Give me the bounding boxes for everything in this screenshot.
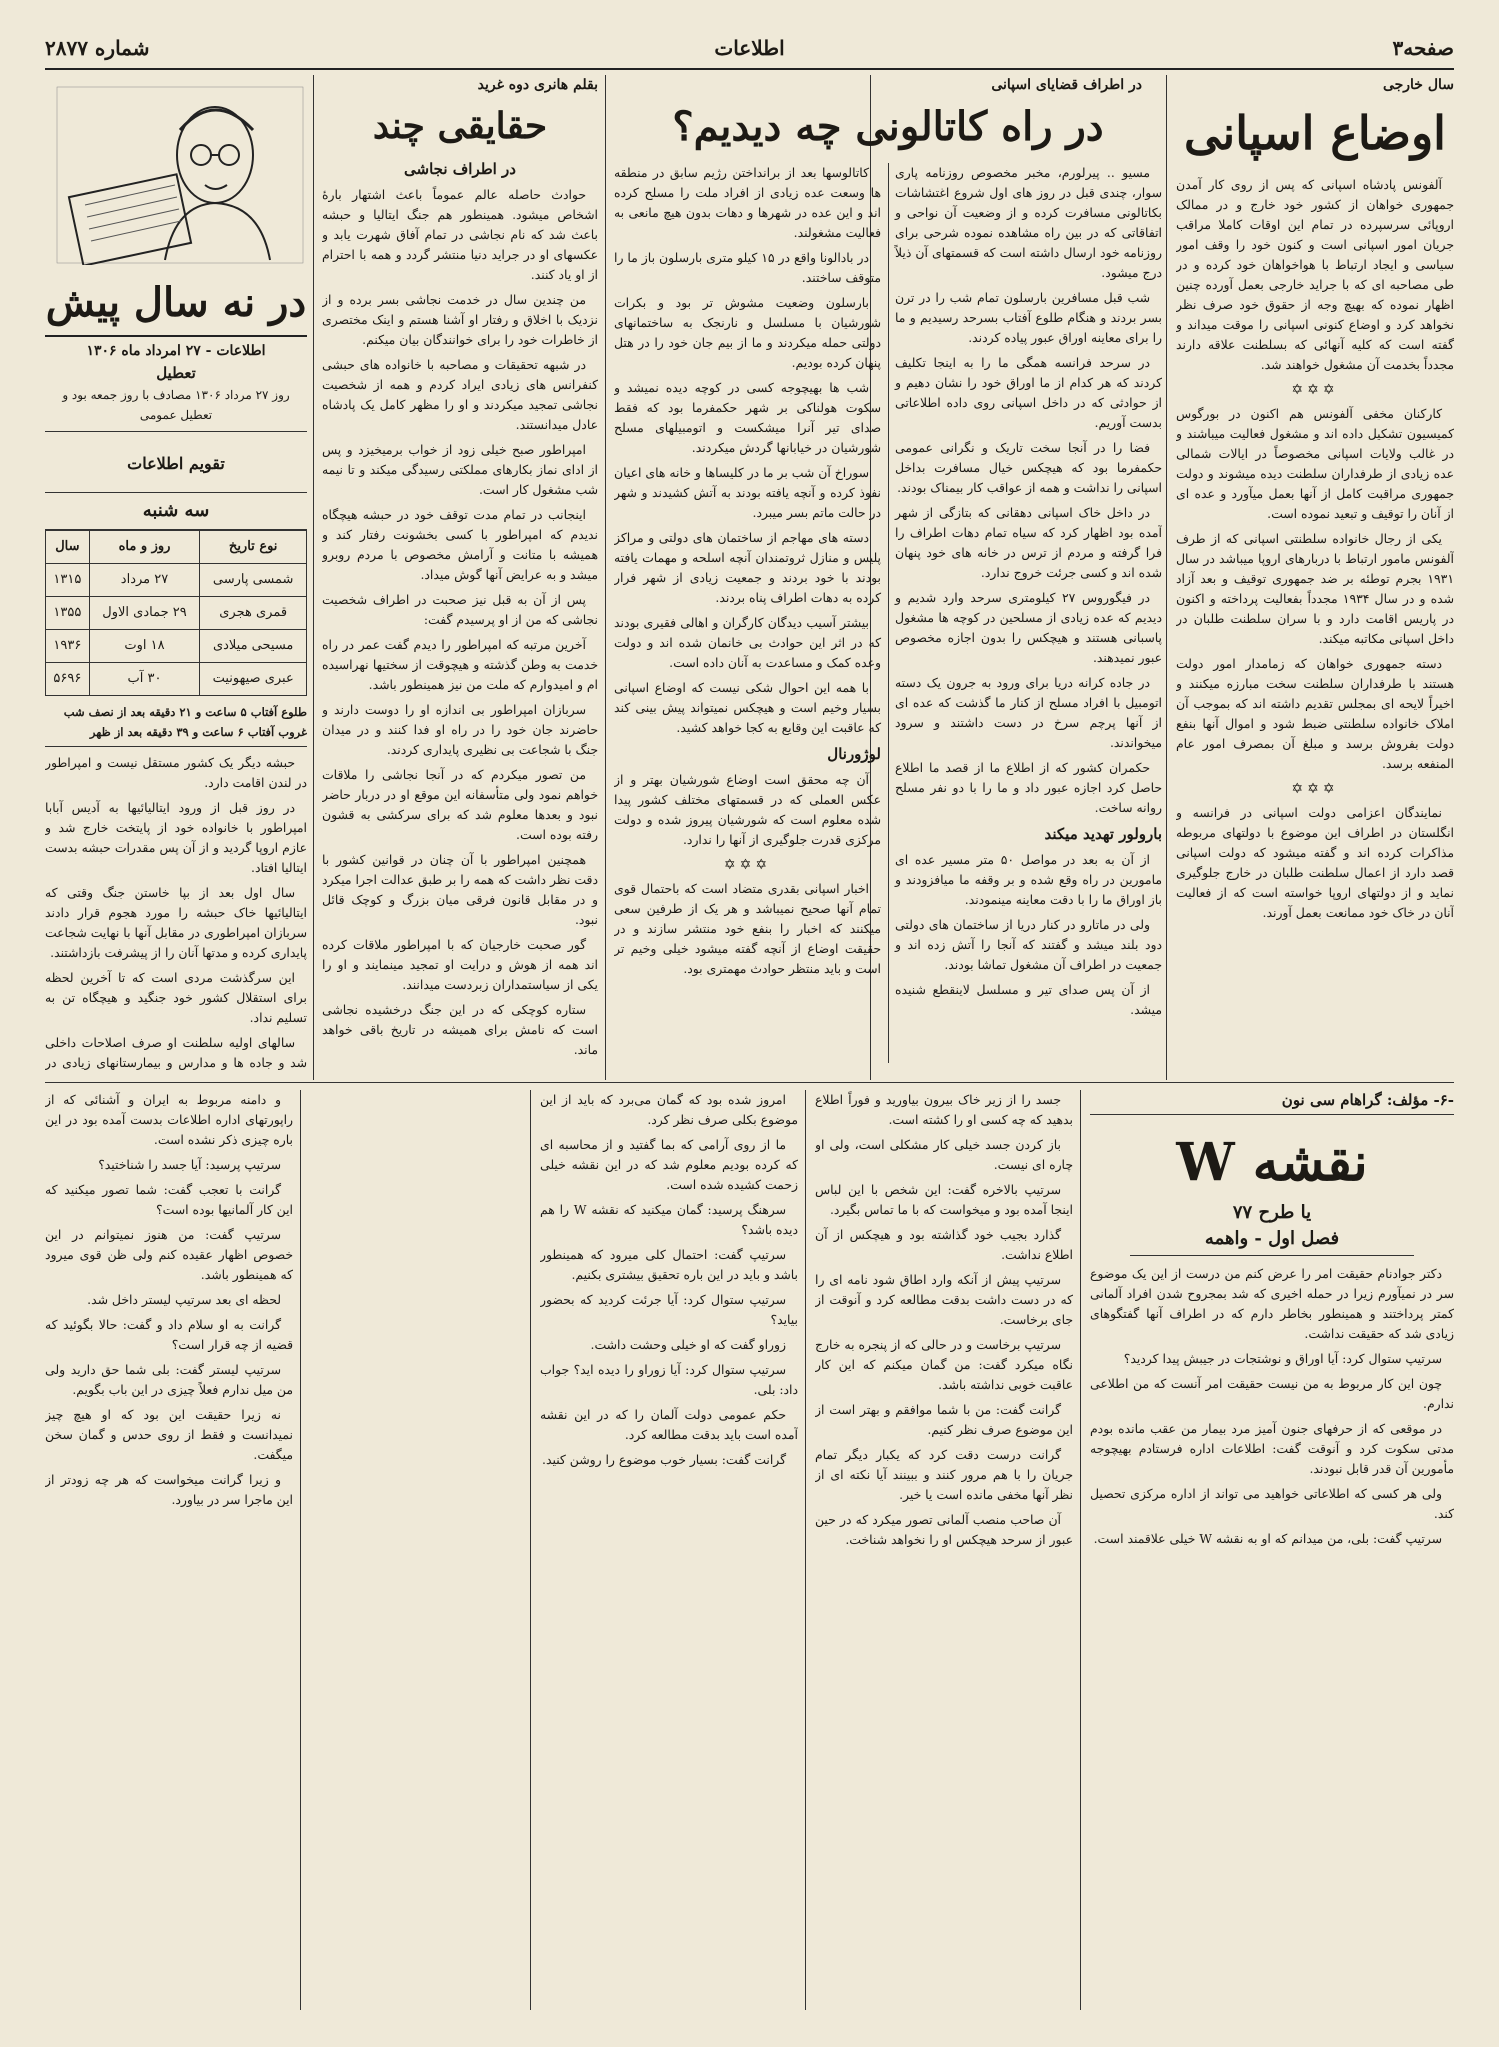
serial-col-3 — [540, 1090, 798, 2010]
serial-subtitle: یا طرح ۷۷ — [1232, 1202, 1312, 1223]
notice-text: روز ۲۷ مرداد ۱۳۰۶ مصادف با روز جمعه بود و تعطیل عمومی — [45, 385, 307, 432]
article-kicker: در اطراف قضایای اسپانی — [991, 77, 1142, 93]
paragraph: من چندین سال در خدمت نجاشی بسر برده و از نزدیک با اخلاق و رفتار او آشنا هستم و اینک مختصری از خاطرات خود را برای خوانندگان بیان میکنم. — [322, 292, 598, 347]
paragraph: در سرحد فرانسه همگی ما را به اینجا تکلیف کردند که هر کدام از ما اوراق خود را نشان دهیم و از حوادثی که در داخل اسپانی روی داده اطلاعاتی بدست آوریم. — [895, 355, 1162, 430]
paragraph: سال اول بعد از بپا خاستن جنگ وقتی که ایتالیائیها خاک حبشه را مورد هجوم قرار دادند سربازان امپراطوری در مقابل آنها با نهایت شجاعت پایداری کرده و مدتها آنان را از پیشرفت بازداشتند. — [45, 885, 307, 960]
paragraph: سربازان امپراطور بی اندازه او را دوست دارند و حاضرند جان خود را در راه او فدا کنند و در میدان جنگ با شجاعت بی نظیری پایداری کردند. — [322, 702, 598, 757]
calendar-cell: ۱۳۵۵ — [46, 597, 90, 630]
paragraph: ولی در ماتارو در کنار دریا از ساختمان های دولتی دود بلند میشد و گفتند که آنجا را آتش زده اند و جمعیت در اطراف آن مشغول تماشا بودند. — [895, 917, 1162, 972]
paragraph: حکمران کشور که از اطلاع ما از قصد ما اطلاع حاصل کرد اجازه عبور داد و ما را با دو نفر مسلح روانه ساخت. — [895, 760, 1162, 815]
calendar-cell: ۲۹ جمادی الاول — [89, 597, 200, 630]
table-row — [46, 597, 307, 630]
paragraph: ولی هر کسی که اطلاعاتی خواهید می تواند از اداره مرکزی تحصیل کند. — [1090, 1486, 1454, 1521]
serial-col-4 — [45, 1090, 293, 2010]
paragraph: آلفونس پادشاه اسپانی که پس از روی کار آمدن جمهوری خواهان از کشور خود خارج و در ممالک اروپائی سرسپرده در تمام این اوقات کاملا مراقب جریان امور اسپانی است و کنون خود را وقف امور سیاسی و ایجاد ارتباط با هواخواهان خود کرده و در طی مصاحبه ای که با جراید خارجی بعمل آورده چنین اظهار نموده که بهیچ وجه از حقوق خود صرف نظر نخواهد کرد و اوضاع کنونی اسپانی را موقت میداند و گفته است که کلیه آنهائی که بسلطنت علاقه دارند مجدداً بخدمت آن مشغول خواهند شد. — [1176, 177, 1454, 372]
column-rule — [805, 1090, 806, 2010]
section-label: سال خارجی — [1382, 77, 1454, 93]
paragraph: فضا را در آنجا سخت تاریک و نگرانی عمومی حکمفرما بود که هیچکس خیال مسافرت بداخل اسپانی را نداشت و همه از عواقب کار بیمناک بودند. — [895, 440, 1162, 495]
sunset-time: غروب آفتاب ۶ ساعت و ۳۹ دقیقه بعد از ظهر — [45, 722, 307, 747]
dateline: اطلاعات - ۲۷ امرداد ماه ۱۳۰۶ — [45, 335, 307, 361]
separator: ✡✡✡ — [1291, 382, 1339, 398]
paragraph: کارکنان مخفی آلفونس هم اکنون در بورگوس کمیسیون تشکیل داده اند و مشغول فعالیت میباشند و در غالب ولایات اسپانی مخصوصاً در ایالات شمالی عده زیادی از طرفداران سلطنت دیده میشوند و دولت جمهوری مراقبت کامل از آنها بعمل میآورد و عده ای از آنان را توقیف و تبعید نموده است. — [1176, 406, 1454, 521]
paragraph: از آن به بعد در مواصل ۵۰ متر مسیر عده ای مامورین در راه وقع شده و بر وقفه ما میافزودند و باز اوراق ما را با دقت معاینه مینمودند. — [895, 852, 1162, 907]
paragraph: از آن پس صدای تیر و مسلسل لاینقطع شنیده میشد. — [895, 982, 1162, 1017]
paragraph: من تصور میکردم که در آنجا نجاشی را ملاقات خواهم نمود ولی متأسفانه این موقع او در دربار حاضر نبود و بعدها معلوم شد که برای سرکشی به قشون رفته بوده است. — [322, 767, 598, 842]
paragraph: سرتیپ بالاخره گفت: این شخص با این لباس اینجا آمده بود و میخواست که با ما تماس بگیرد. — [815, 1182, 1073, 1217]
weekday: سه شنبه — [45, 492, 307, 530]
calendar-header: روز و ماه — [89, 531, 200, 564]
paragraph: گرانت درست دقت کرد که یکبار دیگر تمام جریان را با هم مرور کنند و ببینند آیا نکته ای از نظر آنها مخفی مانده است یا خیر. — [815, 1447, 1073, 1502]
paragraph: با همه این احوال شکی نیست که اوضاع اسپانی بسیار وخیم است و هیچکس نمیتواند پیش بینی کند که عاقبت این وقایع به کجا خواهد کشید. — [614, 680, 881, 735]
paragraph: در موقعی که از حرفهای جنون آمیز مرد بیمار من عقب مانده بودم مدتی سکوت کرد و آنوقت گفت: اطلاعات اداره فرستادم بهیچوجه مأمورین آن قدر قابل نبودند. — [1090, 1421, 1454, 1476]
paragraph: بارسلون وضعیت مشوش تر بود و بکرات شورشیان با مسلسل و نارنجک به ساختمانهای دولتی حمله میکردند و ما از بیم جان خود را در هتل پنهان کرده بودیم. — [614, 295, 881, 370]
section-rule — [45, 1082, 1454, 1083]
table-row — [46, 630, 307, 663]
paragraph: شب ها بهیچوجه کسی در کوچه دیده نمیشد و سکوت هولناکی بر شهر حکمفرما بود که فقط صدای تیر آنرا میشکست و اتومبیلهای مسلح شورشیان در خیابانها گردش میکردند. — [614, 380, 881, 455]
paragraph: آن صاحب منصب آلمانی تصور میکرد که در حین عبور از سرحد هیچکس او را نخواهد شناخت. — [815, 1512, 1073, 1547]
column-rule — [1166, 75, 1167, 1080]
sunrise-time: طلوع آفتاب ۵ ساعت و ۲۱ دقیقه بعد از نصف شب — [63, 705, 307, 719]
paragraph: در داخل خاک اسپانی دهقانی که بتازگی از شهر آمده بود اظهار کرد که سیاه تمام دهات اطراف را فرا گرفته و مردم از ترس در خانه های خود پنهان شده اند و کسی جرئت خروج ندارد. — [895, 505, 1162, 580]
paragraph: کاتالوسها بعد از برانداختن رژیم سابق در منطقه ها وسعت عده زیادی از افراد ملت را مسلح کرده اند و این عده در شهرها و دهات بدون هیچ مانعی به فعالیت مشغولند. — [614, 165, 881, 240]
calendar-cell: شمسی پارسی — [200, 564, 307, 597]
issue-number: شماره ۲۸۷۷ — [45, 36, 150, 60]
paragraph: گرانت به او سلام داد و گفت: حالا بگوئید که قضیه از چه قرار است؟ — [45, 1317, 293, 1352]
separator: ✡✡✡ — [1291, 781, 1339, 797]
paragraph: این سرگذشت مردی است که تا آخرین لحظه برای استقلال کشور خود جنگید و هیچگاه تن به تسلیم نداد. — [45, 970, 307, 1025]
paragraph: در جاده کرانه دریا برای ورود به جرون یک دسته اتومبیل با افراد مسلح از کنار ما گذشت که عده ای از آنها پرچم سرخ در دست داشتند و سرود میخواندند. — [895, 675, 1162, 750]
paragraph: ما از روی آرامی که بما گفتید و از محاسبه ای که کرده بودیم معلوم شد که در این نقشه خیلی زحمت کشیده شده است. — [540, 1137, 798, 1192]
paragraph: گرانت گفت: بسیار خوب موضوع را روشن کنید. — [542, 1452, 786, 1467]
paragraph: حکم عمومی دولت آلمان را که در این نقشه آمده است باید بدقت مطالعه کرد. — [540, 1407, 798, 1442]
calendar-cell: ۱۹۳۶ — [46, 630, 90, 663]
chapter-title: فصل اول - واهمه — [1130, 1229, 1414, 1256]
column-title: در نه سال پیش — [45, 279, 307, 326]
article-title: در راه کاتالونی چه دیدیم؟ — [672, 103, 1104, 150]
paragraph: سرتیپ لیستر گفت: بلی شما حق دارید ولی من میل ندارم فعلاً چیزی در این باب بگویم. — [45, 1362, 293, 1397]
paragraph: باز کردن جسد خیلی کار مشکلی است، ولی او چاره ای نیست. — [815, 1137, 1073, 1172]
calendar-cell: مسیحی میلادی — [200, 630, 307, 663]
paragraph: زوراو گفت که او خیلی وحشت داشت. — [590, 1337, 786, 1352]
column-catalonia — [614, 75, 1162, 1075]
calendar-table — [45, 530, 307, 696]
subheading: بارولور تهدید میکند — [1044, 825, 1162, 843]
table-row — [46, 663, 307, 696]
paragraph: گرانت با تعجب گفت: شما تصور میکنید که این کار آلمانیها بوده است؟ — [45, 1182, 293, 1217]
column-nine-years-ago — [45, 275, 307, 1075]
calendar-cell: عبری صیهونیت — [200, 663, 307, 696]
paragraph: سرتیپ گفت: احتمال کلی میرود که همینطور باشد و باید در این باره تحقیق بیشتری بکنیم. — [540, 1247, 798, 1282]
article-title: اوضاع اسپانی — [1184, 106, 1446, 160]
paragraph: آن چه محقق است اوضاع شورشیان بهتر و از عکس العملی که در قسمتهای مختلف کشور پیدا شده معلوم است که شورشیان پیروز شده و دولت مرکزی قدرت جلوگیری از آنها را ندارد. — [614, 772, 881, 847]
serial-col-1 — [1090, 1090, 1454, 2010]
paragraph: گور صحبت خارجیان که با امپراطور ملاقات کرده اند همه از هوش و درایت او تمجید مینمایند و او را یکی از سیاستمداران زبردست میدانند. — [322, 937, 598, 992]
paragraph: یکی از رجال خانواده سلطنتی اسپانی که از طرف آلفونس مامور ارتباط با دربارهای اروپا میباشد در سال ۱۹۳۱ بجرم توطئه بر ضد جمهوری توقیف و بعد آزاد شده و در سال ۱۹۳۴ مجدداً بفعالیت پرداخته و اکنون در پاریس اقامت دارد و با سران سلطنت طلبان در داخل اسپانی مکاتبه میکند. — [1176, 531, 1454, 646]
column-rule — [1080, 1090, 1081, 2010]
serial-col-2 — [815, 1090, 1073, 2010]
paragraph: مسیو .. پیرلورم، مخبر مخصوص روزنامه پاری سوار، چندی قبل در روز های اول شروع اغتشاشات بکاتالونی مسافرت کرده و از وضعیت آن نواحی و اتفاقاتی که در بین راه مشاهده نموده شرحی برای روزنامه خود ارسال داشته است که قسمتهای آن ذیلاً درج میشود. — [895, 165, 1162, 280]
paragraph: گذارد بجیب خود گذاشته بود و هیچکس از آن اطلاع نداشت. — [815, 1227, 1073, 1262]
page-number: صفحه۳ — [1392, 36, 1454, 60]
calendar-cell: ۳۰ آب — [89, 663, 200, 696]
notice-heading: تعطیل — [156, 364, 196, 382]
paragraph: چون این کار مربوط به من نیست حقیقت امر آنست که من اطلاعی ندارم. — [1090, 1376, 1454, 1411]
paragraph: سرتیپ پرسید: آیا جسد را شناختید؟ — [98, 1157, 281, 1172]
paragraph: حوادث حاصله عالم عموماً باعث اشتهار بارهٔ اشخاص میشود. همینطور هم جنگ ایتالیا و حبشه باعث شد که نام نجاشی در تمام آفاق شهرت یابد و عکسهای او در جراید دنیا منتشر گردد و همه با احترام از او یاد کنند. — [322, 187, 598, 282]
paragraph: در شبهه تحقیقات و مصاحبه با خانواده های حبشی کنفرانس های زیادی ایراد کردم و همه از شخصیت نجاشی تمجید میکردند و او را مظهر کامل یک پادشاه عادل میدانستند. — [322, 357, 598, 432]
paragraph: دسته جمهوری خواهان که زمامدار امور دولت هستند با طرفداران سلطنت سخت مبارزه میکنند و اخیراً لایحه ای بمجلس تقدیم داشته اند که بموجب آن املاک خانواده سلطنتی ضبط شود و اموال آنها بنفع دولت بفروش برسد و مبلغ آن بمصرف امور عام المنفعه برسد. — [1176, 656, 1454, 771]
paragraph: حبشه دیگر یک کشور مستقل نیست و امپراطور در لندن اقامت دارد. — [45, 755, 307, 790]
article-kicker: بقلم هانری دوه غرید — [477, 77, 598, 93]
column-truths — [322, 75, 598, 1075]
calendar-cell: ۱۸ اوت — [89, 630, 200, 663]
paragraph: سرتیپ پیش از آنکه وارد اطاق شود نامه ای را که در دست داشت بدقت مطالعه کرد و آنوقت از جای برخاست. — [815, 1272, 1073, 1327]
paragraph: دکتر جوادنام حقیقت امر را عرض کنم من درست از این یک موضوع سر در نمیآورم زیرا در حمله اخیری که شد بمجروح شدن افراد آلمانی کمتر پرداختند و همینطور بخاطر دارم که در اطراف آنها گفتگوهای زیادی شد که حقیقت نداشت. — [1090, 1266, 1454, 1341]
paragraph: اینجانب در تمام مدت توقف خود در حبشه هیچگاه ندیدم که امپراطور با کسی بخشونت رفتار کند و همیشه با متانت و آرامش مخصوص با مردم روبرو میشد و به عرایض آنها گوش میداد. — [322, 507, 598, 582]
calendar-cell: ۲۷ مرداد — [89, 564, 200, 597]
calendar-cell: ۱۳۱۵ — [46, 564, 90, 597]
paragraph: سرتیپ ستوال کرد: آیا زوراو را دیده اید؟ جواب داد: بلی. — [540, 1362, 798, 1397]
paragraph: لحظه ای بعد سرتیپ لیستر داخل شد. — [87, 1292, 281, 1307]
newspaper-name: اطلاعات — [714, 36, 785, 60]
paragraph: شب قبل مسافرین بارسلون تمام شب را در ترن بسر بردند و هنگام طلوع آفتاب بسرحد رسیدیم و ما را برای معاینه اوراق عبور پیاده کردند. — [895, 290, 1162, 345]
paragraph: در بادالونا واقع در ۱۵ کیلو متری بارسلون باز ما را متوقف ساختند. — [614, 250, 881, 285]
paragraph: امپراطور صبح خیلی زود از خواب برمیخیزد و پس از ادای نماز بکارهای مملکتی رسیدگی میکند و تا نیمه شب مشغول کار است. — [322, 442, 598, 497]
column-rule — [313, 75, 314, 1080]
paragraph: همچنین امپراطور با آن چنان در قوانین کشور با دقت نظر داشت که همه را بر طبق عدالت اجرا میکرد و در مقابل قانون فرقی میان بزرگ و کوچک قائل نبود. — [322, 852, 598, 927]
calendar-heading: تقویم اطلاعات — [127, 454, 225, 473]
paragraph: سرتیپ برخاست و در حالی که از پنجره به خارج نگاه میکرد گفت: من گمان میکنم که این کار عاقبت خوبی نداشته باشد. — [815, 1337, 1073, 1392]
serial-title: نقشه W — [1176, 1132, 1368, 1193]
paragraph: سوراخ آن شب بر ما در کلیساها و خانه های اعیان نفوذ کرده و آنچه یافته بودند به آتش کشیدند و شهر در حالت ماتم بسر میبرد. — [614, 465, 881, 520]
paragraph: دسته های مهاجم از ساختمان های دولتی و مراکز پلیس و منازل ثروتمندان آنچه اسلحه و مهمات یافته بودند با خود بردند و جمعیت زیادی از شهر فرار کرده به دهات اطراف پناه بردند. — [614, 530, 881, 605]
paragraph: پس از آن به قبل نیز صحبت در اطراف شخصیت نجاشی که من از او پرسیدم گفت: — [322, 592, 598, 627]
illustration-portrait — [55, 85, 305, 265]
calendar-cell: ۵۶۹۶ — [46, 663, 90, 696]
column-rule — [300, 1090, 301, 2010]
paragraph: سرتیپ ستوال کرد: آیا اوراق و نوشتجات در جیبش پیدا کردید؟ — [1123, 1351, 1442, 1366]
paragraph: امروز شده بود که گمان می‌برد که باید از این موضوع بکلی صرف نظر کرد. — [540, 1092, 798, 1127]
paragraph: سرهنگ پرسید: گمان میکنید که نقشه W را هم دیده باشد؟ — [540, 1202, 798, 1237]
paragraph: نه زیرا حقیقت این بود که او هیچ چیز نمیدانست و فقط از روی حدس و گمان سخن میگفت. — [45, 1407, 293, 1462]
calendar-cell: قمری هجری — [200, 597, 307, 630]
paragraph: سرتیپ گفت: من هنوز نمیتوانم در این خصوص اظهار عقیده کنم ولی ظن قوی میرود که همینطور باشد. — [45, 1227, 293, 1282]
subheading: لوژورنال — [827, 745, 881, 763]
paragraph: بیشتر آسیب دیدگان کارگران و اهالی فقیری بودند که در اثر این حوادث بی خانمان شده اند و دولت وعده کمک و مساعدت به آنان داده است. — [614, 615, 881, 670]
paragraph: جسد را از زیر خاک بیرون بیاورید و فوراً اطلاع بدهید که چه کسی او را کشته است. — [815, 1092, 1073, 1127]
paragraph: ستاره کوچکی که در این جنگ درخشیده نجاشی است که نامش برای همیشه در تاریخ باقی خواهد ماند. — [322, 1002, 598, 1057]
paragraph: سالهای اولیه سلطنت او صرف اصلاحات داخلی شد و جاده ها و مدارس و بیمارستانهای زیادی در — [45, 1035, 307, 1070]
paragraph: در روز قبل از ورود ایتالیائیها به آدیس آبابا امپراطور با خانواده خود از پایتخت خارج شد و عازم اروپا گردید و از آن پس مقدرات حبشه بدست ایتالیا افتاد. — [45, 800, 307, 875]
paragraph: در فیگوروس ۲۷ کیلومتری سرحد وارد شدیم و دیدیم که عده زیادی از مسلحین در کوچه ها مشغول پاسبانی هستند و هیچکس را بدون اجازه مخصوص عبور نمیدهند. — [895, 590, 1162, 665]
serial-label: -۶- مؤلف: گراهام سی نون — [1090, 1090, 1454, 1115]
paragraph: سرتیپ ستوال کرد: آیا جرئت کردید که بحضور بیاید؟ — [540, 1292, 798, 1327]
column-spain-affairs — [1176, 75, 1454, 1075]
subheading: در اطراف نجاشی — [404, 160, 516, 178]
column-rule — [605, 75, 606, 1080]
paragraph: و دامنه مربوط به ایران و آشنائی که از راپورتهای اداره اطلاعات بدست آمده بود در این باره چیزی ذکر نشده است. — [45, 1092, 293, 1147]
paragraph: گرانت گفت: من با شما موافقم و بهتر است از این موضوع صرف نظر کنیم. — [815, 1402, 1073, 1437]
article-body — [614, 163, 1162, 1063]
paragraph: آخرین مرتبه که امپراطور را دیدم گفت عمر در راه خدمت به وطن گذشته و هیچوقت از سختیها نهراسیده ام و امیدوارم که ملت من نیز همینطور باشد. — [322, 637, 598, 692]
paragraph: و زیرا گرانت میخواست که هر چه زودتر از این ماجرا سر در بیاورد. — [45, 1472, 293, 1507]
calendar-header: سال — [46, 531, 90, 564]
paragraph: سرتیپ گفت: بلی، من میدانم که او به نقشه W خیلی علاقمند است. — [1093, 1531, 1442, 1546]
calendar-header: نوع تاریخ — [200, 531, 307, 564]
column-rule — [530, 1090, 531, 2010]
paragraph: اخبار اسپانی بقدری متضاد است که باحتمال قوی تمام آنها صحیح نمیباشد و هر یک از طرفین سعی میکنند که اخبار را بنفع خود منتشر سازند و در حقیقت اوضاع از آنچه گفته میشود خیلی وخیم تر است و باید منتظر حوادث مهمتری بود. — [614, 881, 881, 976]
separator: ✡✡✡ — [723, 857, 772, 873]
page-header — [45, 30, 1454, 70]
table-row — [46, 564, 307, 597]
paragraph: نمایندگان اعزامی دولت اسپانی در فرانسه و انگلستان در اطراف این موضوع با دولتهای مربوطه مذاکرات کرده اند و گفته میشود که دولت اسپانی قصد دارد از اعمال سلطنت طلبان در خارج جلوگیری نماید و از دولتهای اروپا خواسته است که از فعالیت آنان در خاک خود ممانعت بعمل آورند. — [1176, 805, 1454, 920]
article-title: حقایقی چند — [372, 105, 548, 147]
